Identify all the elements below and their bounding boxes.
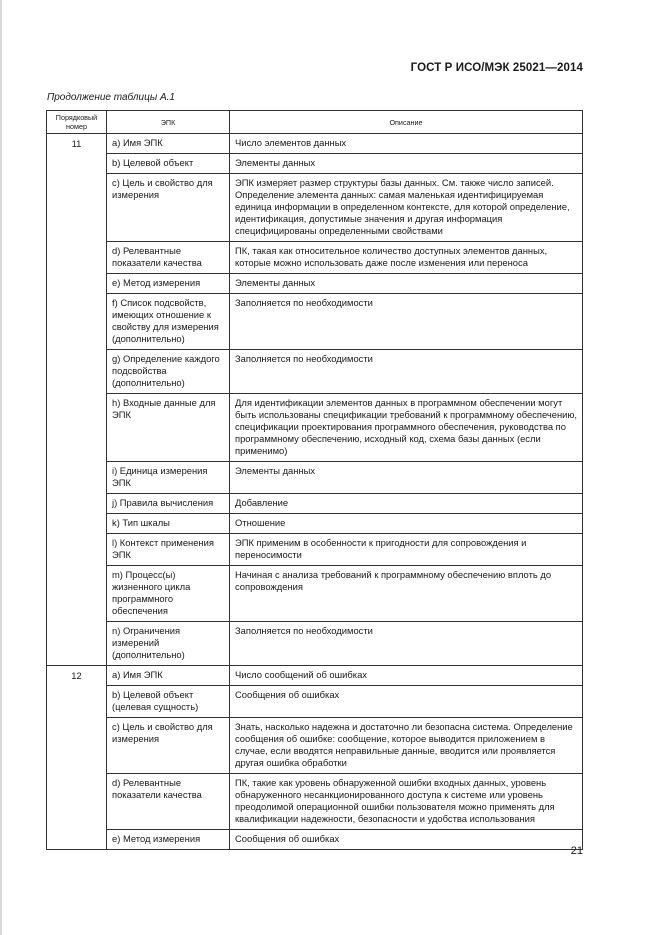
description-cell: Сообщения об ошибках — [230, 830, 583, 850]
table-row — [47, 154, 583, 174]
epk-cell: c) Цель и свойство для измерения — [107, 718, 230, 774]
epk-cell: b) Целевой объект — [107, 154, 230, 174]
specification-table — [46, 110, 583, 850]
table-row — [47, 174, 583, 242]
epk-cell: b) Целевой объект (целевая сущность) — [107, 686, 230, 718]
description-cell: Заполняется по необходимости — [230, 350, 583, 394]
epk-cell: n) Ограничения измерений (дополнительно) — [107, 622, 230, 666]
epk-cell: a) Имя ЭПК — [107, 666, 230, 686]
description-cell: Элементы данных — [230, 462, 583, 494]
table-row — [47, 394, 583, 462]
table-row — [47, 686, 583, 718]
table-row — [47, 462, 583, 494]
row-number: 11 — [47, 134, 107, 666]
epk-cell: h) Входные данные для ЭПК — [107, 394, 230, 462]
description-cell: Элементы данных — [230, 274, 583, 294]
table-row — [47, 494, 583, 514]
row-number: 12 — [47, 666, 107, 850]
table-body — [47, 134, 583, 850]
description-cell: ПК, такая как относительное количество доступных элементов данных, которые можно использовать даже после изменения или переноса — [230, 242, 583, 274]
description-cell: ПК, такие как уровень обнаруженной ошибки входных данных, уровень обнаруженного несанкционированного доступа к системе или уровень преодолимой операционной ошибки пользователя можно применять для квалификации надежности, безопасности и удобства использования — [230, 774, 583, 830]
epk-cell: d) Релевантные показатели качества — [107, 774, 230, 830]
description-cell: Отношение — [230, 514, 583, 534]
epk-cell: g) Определение каждого подсвойства (дополнительно) — [107, 350, 230, 394]
epk-cell: c) Цель и свойство для измерения — [107, 174, 230, 242]
epk-cell: d) Релевантные показатели качества — [107, 242, 230, 274]
standard-header: ГОСТ Р ИСО/МЭК 25021—2014 — [410, 62, 583, 74]
column-header-number: Порядковый номер — [47, 111, 107, 134]
column-header-epk: ЭПК — [107, 111, 230, 134]
description-cell: Начиная с анализа требований к программному обеспечению вплоть до сопровождения — [230, 566, 583, 622]
table-row — [47, 774, 583, 830]
table-row — [47, 514, 583, 534]
description-cell: Число элементов данных — [230, 134, 583, 154]
description-cell: Число сообщений об ошибках — [230, 666, 583, 686]
epk-cell: f) Список подсвойств, имеющих отношение к свойству для измерения (дополнительно) — [107, 294, 230, 350]
epk-cell: j) Правила вычисления — [107, 494, 230, 514]
description-cell: Добавление — [230, 494, 583, 514]
description-cell: Для идентификации элементов данных в программном обеспечении могут быть использованы спецификации требований к программному обеспечению, спецификации проектирования программного обеспечения, руководства по программному обеспечению, исходный код, схема базы данных (если применимо) — [230, 394, 583, 462]
column-header-description: Описание — [230, 111, 583, 134]
epk-cell: e) Метод измерения — [107, 274, 230, 294]
table-header-row — [47, 111, 583, 134]
table-row — [47, 718, 583, 774]
epk-cell: a) Имя ЭПК — [107, 134, 230, 154]
table-row — [47, 294, 583, 350]
page-number: 21 — [570, 845, 583, 857]
epk-cell: i) Единица измерения ЭПК — [107, 462, 230, 494]
description-cell: Сообщения об ошибках — [230, 686, 583, 718]
epk-cell: e) Метод измерения — [107, 830, 230, 850]
table-row — [47, 666, 583, 686]
description-cell: ЭПК измеряет размер структуры базы данных. См. также число записей. Определение элемента данных: самая маленькая идентифицируемая единица информации в определенном контексте, для которой определение, идентификация, допустимые значения и другая информация специфицированы определенными свойствами — [230, 174, 583, 242]
epk-cell: l) Контекст применения ЭПК — [107, 534, 230, 566]
table-caption: Продолжение таблицы А.1 — [47, 92, 175, 103]
epk-cell: k) Тип шкалы — [107, 514, 230, 534]
table-row — [47, 242, 583, 274]
description-cell: Знать, насколько надежна и достаточно ли безопасна система. Определение сообщения об ошибке: сообщение, которое выводится приложением в случае, если вводятся неправильные данные, вводится или проявляется другая ошибка обработки — [230, 718, 583, 774]
description-cell: ЭПК применим в особенности к пригодности для сопровождения и переносимости — [230, 534, 583, 566]
table-row — [47, 350, 583, 394]
table-row — [47, 622, 583, 666]
table-row — [47, 274, 583, 294]
description-cell: Элементы данных — [230, 154, 583, 174]
table-row — [47, 566, 583, 622]
description-cell: Заполняется по необходимости — [230, 622, 583, 666]
table-row — [47, 134, 583, 154]
table-row — [47, 830, 583, 850]
table-row — [47, 534, 583, 566]
epk-cell: m) Процесс(ы) жизненного цикла программного обеспечения — [107, 566, 230, 622]
description-cell: Заполняется по необходимости — [230, 294, 583, 350]
